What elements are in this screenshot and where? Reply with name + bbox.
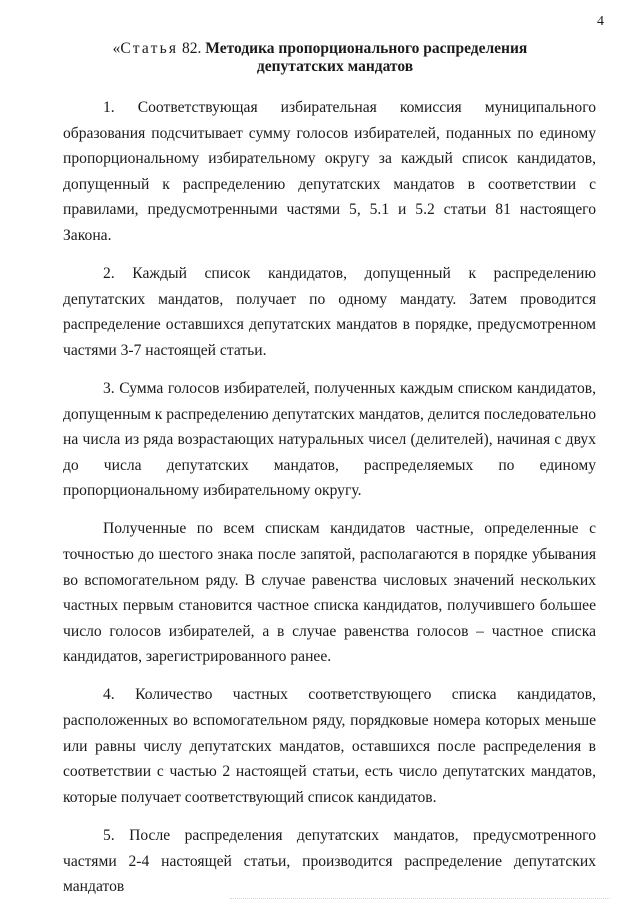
article-title-line2: депутатских мандатов	[256, 58, 414, 75]
paragraph-3: 3. Сумма голосов избирателей, полученных каждым списком кандидатов, допущенным к распределению депутатских мандатов, делится последовательно на числа из ряда возрастающих натуральных чисел (делителей), начиная с двух до числа депутатских мандатов, распределяемых по единому пропорциональному избирательному округу.	[63, 379, 596, 500]
article-prefix: Статья	[120, 40, 179, 57]
scan-artifact-divider	[230, 892, 610, 899]
article-heading	[0, 40, 640, 76]
paragraph-1: 1. Соответствующая избирательная комиссия муниципального образования подсчитывает сумму голосов избирателей, поданных по единому пропорциональному избирательному округу за каждый список кандидатов, допущенный к распределению депутатских мандатов в соответствии с правилами, предусмотренными частями 5, 5.1 и 5.2 статьи 81 настоящего Закона.	[63, 99, 596, 244]
paragraph-2: 2. Каждый список кандидатов, допущенный к распределению депутатских мандатов, получает по одному мандату. Затем проводится распределение оставшихся депутатских мандатов в порядке, предусмотренном частями 3-7 настоящей статьи.	[63, 265, 596, 359]
page-number: 4	[597, 14, 604, 29]
article-body	[63, 95, 596, 912]
article-title-line1: Методика пропорционального распределения	[205, 40, 528, 57]
article-number: 82.	[182, 40, 202, 57]
heading-quote: «	[112, 40, 121, 57]
paragraph-3-continued: Полученные по всем спискам кандидатов частные, определенные с точностью до шестого знака после запятой, располагаются в порядке убывания во вспомогательном ряду. В случае равенства числовых значений нескольких частных первым становится частное списка кандидатов, получившего большее число голосов избирателей, а в случае равенства голосов – частное списка кандидатов, зарегистрированного ранее.	[63, 520, 596, 666]
paragraph-5: 5. После распределения депутатских мандатов, предусмотренного частями 2-4 настоящей статьи, производится распределение депутатских мандатов	[63, 826, 596, 896]
paragraph-4: 4. Количество частных соответствующего списка кандидатов, расположенных во вспомогательном ряду, порядковые номера которых меньше или равны числу депутатских мандатов, оставшихся после распределения в соответствии с частью 2 настоящей статьи, есть число депутатских мандатов, которые получает соответствующий список кандидатов.	[63, 686, 596, 806]
